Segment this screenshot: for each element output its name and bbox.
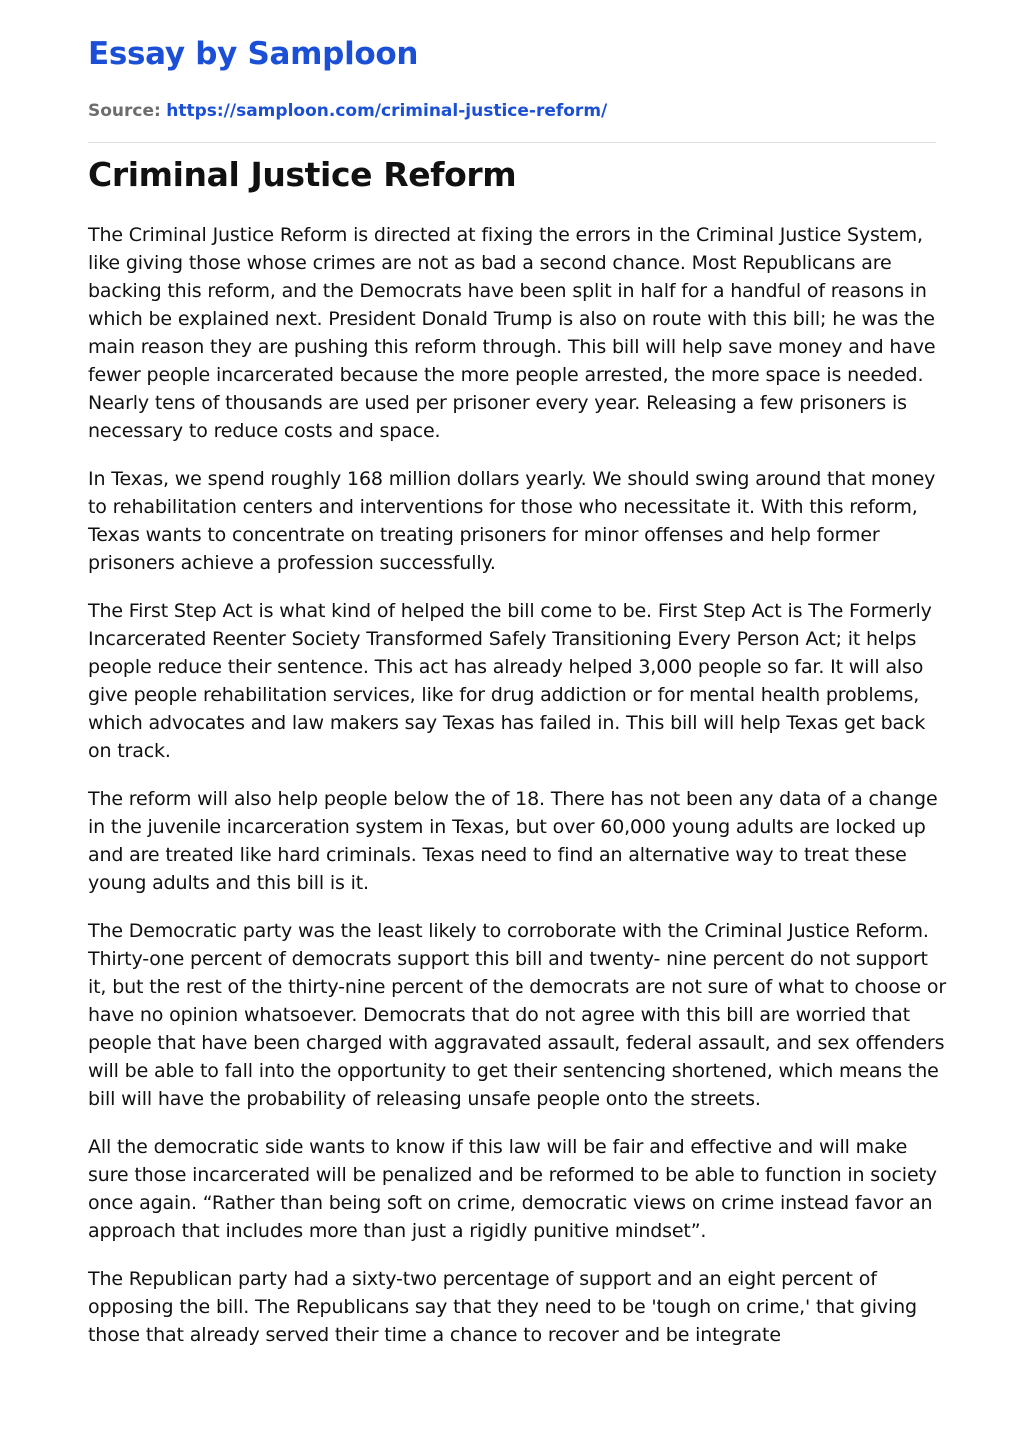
paragraph: The Republican party had a sixty-two percentage of support and an eight percent of opposing the bill. The Republicans say that they need to be 'tough on crime,' that giving those that already served their time a chance to recover and be integrate [88,1268,917,1346]
paragraph: The Criminal Justice Reform is directed at fixing the errors in the Criminal Justice System, like giving those whose crimes are not as bad a second chance. Most Republicans are backing this reform, and the Democrats have been split in half for a handful of reasons in which be explained next. President Donald Trump is also on route with this bill; he was the main reason they are pushing this reform through. This bill will help save money and have fewer people incarcerated because the more people arrested, the more space is needed. Nearly tens of thousands are used per prisoner every year. Releasing a few prisoners is necessary to reduce costs and space. [88,224,936,442]
article-title: Criminal Justice Reform [88,155,517,194]
paragraph: The First Step Act is what kind of helped the bill come to be. First Step Act is The Formerly Incarcerated Reenter Society Transformed Safely Transitioning Every Person Act; it helps people reduce their sentence. This act has already helped 3,000 people so far. It will also give people rehabilitation services, like for drug addiction or for mental health problems, which advocates and law makers say Texas has failed in. This bill will help Texas get back on track. [88,600,932,762]
paragraph: The Democratic party was the least likely to corroborate with the Criminal Justice Reform. Thirty-one percent of democrats support this bill and twenty- nine percent do not support it, but the rest of the thirty-nine percent of the democrats are not sure of what to choose or have no opinion whatsoever. Democrats that do not agree with this bill are worried that people that have been charged with aggravated assault, federal assault, and sex offenders will be able to fall into the opportunity to get their sentencing shortened, which means the bill will have the probability of releasing unsafe people onto the streets. [88,920,946,1110]
header-divider [88,142,936,143]
source-label: Source: [88,101,161,121]
paragraph: The reform will also help people below the of 18. There has not been any data of a change in the juvenile incarceration system in Texas, but over 60,000 young adults are locked up and are treated like hard criminals. Texas need to find an alternative way to treat these young adults and this bill is it. [88,788,938,894]
source-link[interactable]: https://samploon.com/criminal-justice-reform/ [166,101,608,121]
source-line [88,101,607,121]
paragraph: In Texas, we spend roughly 168 million dollars yearly. We should swing around that money to rehabilitation centers and interventions for those who necessitate it. With this reform, Texas wants to concentrate on treating prisoners for minor offenses and help former prisoners achieve a profession successfully. [88,468,936,574]
paragraph: All the democratic side wants to know if this law will be fair and effective and will make sure those incarcerated will be penalized and be reformed to be able to function in society once again. “Rather than being soft on crime, democratic views on crime instead favor an approach that includes more than just a rigidly punitive mindset”. [88,1136,937,1242]
brand-title[interactable]: Essay by Samploon [88,36,419,72]
article-body [88,221,948,1369]
